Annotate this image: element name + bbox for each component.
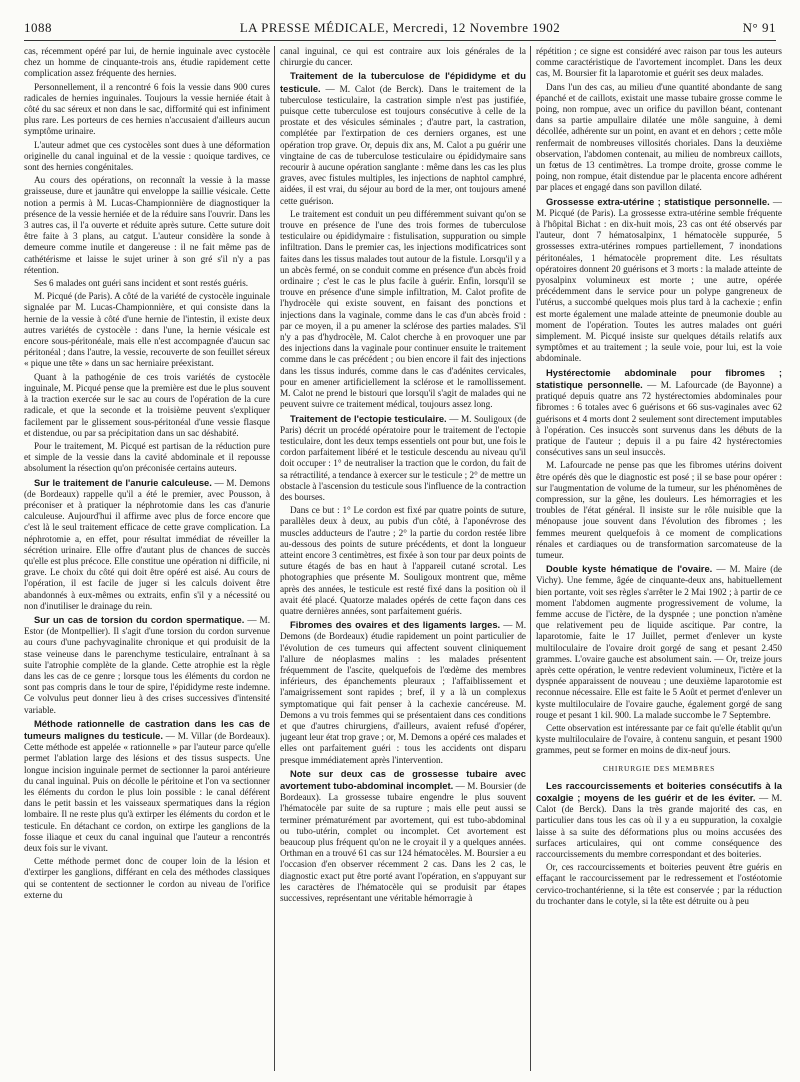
paragraph-text: — M. Demons (de Bordeaux) étudie rapidement un point particulier de l'évolution de ces tumeurs qui affectent souvent cliniquement l'allure de néoplasmes malins : les malades présentent fréquemment de l'ascite, quelquefois de l'œdème des membres inférieurs, des épanchements pleuraux ; l'affaiblissement et l'amaigrissement sont rapides ; bref, il y a là un complexus symptomatique qui fait penser à la cachexie cancéreuse. M. Demons a vu trois femmes qui se présentaient dans ces conditions et que d'autres chirurgiens, d'ailleurs, avaient refusé d'opérer, jugeant leur état trop grave ; or, M. Demons a opéré ces malades et elles ont parfaitement guéri : tous les accidents ont disparu presque immédiatement après l'intervention. bbox=[280, 620, 526, 765]
paragraph-text: M. Lafourcade ne pense pas que les fibromes utérins doivent être opérés dès que le diagnostic est posé ; il se base pour opérer : sur l'augmentation de volume de la tumeur, sur les phénomènes de compression, sur la gêne, les douleurs. Les hémorragies et les troubles de l'état général. Il insiste sur le rôle nuisible que la ménopause joue souvent dans l'évolution des fibromes ; les femmes meurent quelquefois à ce moment de complications rénales et cardiaques ou de transformation sarcomateuse de la tumeur. bbox=[536, 460, 782, 560]
body-paragraph bbox=[24, 278, 270, 289]
paragraph-text: Or, ces raccourcissements et boiteries peuvent être guéris en effaçant le raccourcissement par le redressement et l'ostéotomie cervico-trochantérienne, si la tête est conservée ; par la réduction du trochanter dans le cotyle, si la tête est détruite ou à peu bbox=[536, 862, 782, 906]
paragraph-text: Cette méthode permet donc de couper loin de la lésion et d'extirper les ganglions, différant en cela des méthodes classiques qui se contentent de sectionner le cordon au niveau de l'orifice externe du bbox=[24, 856, 270, 900]
paragraph-text: — M. Estor (de Montpellier). Il s'agit d'une torsion du cordon survenue au cours d'une pachyvaginalite chronique et qui produisit de la stase veineuse dans le parenchyme testiculaire, entraînant à sa suite l'atrophie complète de la glande. Cette atrophie est la règle dans les cas de ce genre ; lorsque tous les éléments du cordon ne sont pas compris dans le tour de spire, l'épididyme reste indemne. Ce volvulus peut donner lieu à des crises successives d'intensité variable. bbox=[24, 614, 270, 715]
article-paragraph bbox=[280, 619, 526, 766]
paragraph-text: Cette observation est intéressante par ce fait qu'elle établit qu'un kyste multiloculaire de l'ovaire, à contenu sanguin, et pesant 1900 grammes, peut se former en moins de dix-neuf jours. bbox=[536, 722, 782, 756]
paragraph-text: canal inguinal, ce qui est contraire aux lois générales de la chirurgie du cancer. bbox=[280, 46, 526, 68]
column-2 bbox=[280, 46, 526, 1071]
paragraph-text: Dans ce but : 1° Le cordon est fixé par quatre points de suture, parallèles deux à deux, au pubis d'un côté, à l'aponévrose des muscles adducteurs de l'autre ; 2° la partie du cordon restée libre au-dessous des points de suture précédents, et dont la longueur atteint encore 3 centimètres, est fixée à son tour par deux points de suture étagés de bas en haut à l'appareil cutané scrotal. Les photographies que présente M. Souligoux montrent que, même après des années, le testicule est resté fixé dans la position où il avait été placé. Quatorze malades opérés de cette façon dans ces quatre dernières années, sont parfaitement guéris. bbox=[280, 505, 526, 616]
journal-title: LA PRESSE MÉDICALE, Mercredi, 12 Novembre 1902 bbox=[239, 20, 561, 35]
body-paragraph bbox=[24, 291, 270, 369]
article-paragraph bbox=[24, 718, 270, 854]
section-heading: CHIRURGIE DES MEMBRES bbox=[602, 763, 716, 773]
column-divider bbox=[530, 46, 531, 1071]
column-1 bbox=[24, 46, 270, 1071]
column-divider bbox=[274, 46, 275, 1071]
body-paragraph bbox=[536, 460, 782, 561]
paragraph-text: — M. Demons (de Bordeaux) rappelle qu'il a été le premier, avec Pousson, à préconiser et à pratiquer la néphrotomie dans les cas d'anurie calculeuse. Aujourd'hui il affirme avec plus de force encore que c'est là le seul traitement efficace de cette grave complication. La néphrotomie a, en effet, pour résultat immédiat de réveiller la sécrétion urinaire. Elle offre d'autant plus de chances de succès qu'elle est plus précoce. Elle constitue une opération ni difficile, ni grave. Le choix du côté qui doit être opéré est aisé. Au cours de l'opération, il est facile de juger si les calculs doivent être abandonnés à eux-mêmes ou extraits, enfin s'il y a nécessité ou non d'inutiliser le drainage du rein. bbox=[24, 477, 270, 611]
article-paragraph bbox=[536, 563, 782, 721]
body-paragraph bbox=[280, 46, 526, 68]
article-paragraph bbox=[280, 413, 526, 504]
header-rule bbox=[24, 40, 776, 41]
article-paragraph bbox=[536, 367, 782, 459]
paragraph-text: — M. Calot (de Berck). Dans le traitement de la tuberculose testiculaire, la castration simple n'est pas justifiée, puisque cette tuberculose est toujours consécutive à celle de la prostate et des vésicules séminales ; d'autre part, la castration, complétée par l'extirpation de ces derniers organes, est une opération trop grave. Or, depuis dix ans, M. Calot a pu guérir une vingtaine de cas de tuberculose testiculaire ou épididymaire sans recourir à aucune opération sanglante : même dans les cas les plus graves, avec fistules multiples, les injections de naphtol camphré, aidées, il est vrai, du séjour au bord de la mer, ont toujours amené cette guérison. bbox=[280, 83, 526, 206]
body-paragraph bbox=[24, 372, 270, 439]
article-heading: Double kyste hématique de l'ovaire. bbox=[546, 563, 713, 575]
article-heading: Note sur deux cas de grossesse tubaire avec avortement tubo-abdominal incomplet. bbox=[280, 767, 526, 791]
body-paragraph bbox=[536, 723, 782, 757]
article-heading: Traitement de l'ectopie testiculaire. bbox=[290, 412, 447, 424]
article-heading: Grossesse extra-utérine ; statistique personnelle. bbox=[546, 195, 770, 207]
body-paragraph bbox=[24, 175, 270, 276]
body-paragraph bbox=[24, 856, 270, 901]
page-header bbox=[24, 20, 776, 38]
article-paragraph bbox=[280, 768, 526, 904]
body-paragraph bbox=[536, 862, 782, 907]
article-paragraph bbox=[536, 780, 782, 860]
paragraph-text: — M. Maire (de Vichy). Une femme, âgée de cinquante-deux ans, habituellement bien portante, voit ses règles s'arrêter le 2 Mai 1902 ; à partir de ce moment l'abdomen augmente progressivement de volume, la femme accuse de l'ictère, de la dyspnée ; une ponction n'amène que relativement peu de liquide ascitique. Par contre, la laparotomie, faite le 17 Juillet, permet d'enlever un kyste multiloculaire de l'ovaire droit gorgé de sang et pesant 2.450 grammes. L'ovaire gauche est absolument sain. — Or, treize jours après cette opération, le ventre redevient volumineux, l'ictère et la dyspnée apparaissent de nouveau ; une deuxième laparotomie est reconnue nécessaire. Elle est faite le 5 Août et permet d'enlever un kyste multiloculaire de l'ovaire gauche, également gorgé de sang rouge et pesant 1 kil. 900. La malade succombe le 7 Septembre. bbox=[536, 564, 782, 720]
paragraph-text: Pour le traitement, M. Picqué est partisan de la réduction pure et simple de la vessie dans la cavité abdominale et il repousse absolument la résection qu'on préconisée certains auteurs. bbox=[24, 440, 270, 474]
issue-number: N° 91 bbox=[742, 20, 776, 35]
article-heading: Méthode rationnelle de castration dans les cas de tumeurs malignes du testicule. bbox=[24, 717, 270, 741]
page-number: 1088 bbox=[24, 20, 52, 35]
body-paragraph bbox=[24, 46, 270, 80]
paragraph-text: répétition ; ce signe est considéré avec raison par tous les auteurs comme caractéristique de l'avortement incomplet. Dans les deux cas, M. Boursier fit la laparotomie et guérit ses deux malades. bbox=[536, 46, 782, 79]
article-heading: Les raccourcissements et boiteries consécutifs à la coxalgie ; moyens de les guérir et de les éviter. bbox=[536, 779, 782, 803]
body-paragraph bbox=[24, 82, 270, 138]
paragraph-text: — M. Villar (de Bordeaux). Cette méthode est appelée « rationnelle » par l'auteur parce qu'elle permet l'ablation large des lésions et des tissus suspects. Une longue incision inguinale permet de sectionner la paroi antérieure du canal inguinal. Puis on décolle le péritoine et l'on va sectionner les éléments du cordon le plus loin possible : le canal déférent dans le petit bassin et les vaisseaux spermatiques dans la région lombaire. Il ne reste plus qu'à extirper les éléments du cordon et le testicule. En détachant ce cordon, on extirpe les ganglions de la fosse iliaque et ceux du canal inguinal que l'auteur a rencontrés deux fois sur le vivant. bbox=[24, 730, 270, 854]
paragraph-text: M. Picqué (de Paris). A côté de la variété de cystocèle inguinale signalée par M. Lucas-Championnière, et qui consiste dans la hernie de la vessie à côté d'une hernie de l'intestin, il existe deux autres variétés de cystocèle : dans l'une, la hernie vésicale est encore sous-péritonéale, mais elle n'est accompagnée d'aucun sac péritonéal ; dans l'autre, la vessie, recouverte de son feuillet séreux « pique une tête » dans un sac herniaire préexistant. bbox=[24, 291, 270, 369]
paragraph-text: — M. Boursier (de Bordeaux). La grossesse tubaire engendre le plus souvent l'hématocèle par suite de sa rupture ; mais elle peut aussi se terminer prématurément par avortement, qui est tubo-abdominal ou tubo-utérin, complet ou incomplet. Cet avortement est beaucoup plus fréquent qu'on ne le croyait il y a quelques années. Orthman en a trouvé 61 cas sur 124 hématocèles. M. Boursier a eu l'occasion d'en observer récemment 2 cas. Dans les 2 cas, le diagnostic exact put être porté avant l'opération, en s'appuyant sur les caractères de l'hématocèle qui se produisit par étapes successives, représentant une véritable hémorragie à bbox=[280, 781, 526, 904]
article-heading: Sur le traitement de l'anurie calculeuse. bbox=[34, 476, 212, 488]
body-paragraph bbox=[280, 209, 526, 411]
article-paragraph bbox=[280, 70, 526, 206]
article-paragraph bbox=[536, 196, 782, 365]
body-paragraph bbox=[536, 46, 782, 80]
article-heading: Sur un cas de torsion du cordon spermatique. bbox=[34, 613, 245, 625]
body-paragraph bbox=[280, 505, 526, 617]
paragraph-text: — M. Calot (de Berck). Dans la très grande majorité des cas, en particulier dans tous les cas où il y a eu suppuration, la coxalgie laisse à sa suite des déformations plus ou moins accusées des surfaces articulaires, qui ont comme conséquence des raccourcissements du membre correspondant et des boiteries. bbox=[536, 793, 782, 860]
body-paragraph bbox=[24, 140, 270, 174]
body-paragraph bbox=[536, 82, 782, 194]
paragraph-text: Au cours des opérations, on reconnaît la vessie à la masse graisseuse, dure et jaunâtre qui enveloppe la saillie vésicale. Cette notion a permis à M. Lucas-Championnière de diagnostiquer la présence de la vessie herniée et de la réduire sans l'ouvrir. Dans les 3 autres cas, il l'a ouverte et réduite après suture. Cette suture doit être faite à 3 plans, au catgut. L'auteur considère la sonde à demeure comme inutile et dangereuse : il ne fait même pas de cathétérisme et laisse le sujet uriner à son gré s'il n'y a pas rétention. bbox=[24, 175, 270, 275]
paragraph-text: — M. Lafourcade (de Bayonne) a pratiqué depuis quatre ans 72 hystérectomies abdominales pour fibromes : 6 totales avec 6 guérisons et 66 sus-vaginales avec 62 guérisons et 4 morts dont 2 seulement sont directement imputables à l'opération. Ces insuccès sont survenus dans les débuts de la pratique de l'auteur ; depuis il a pu faire 42 hystérectomies consécutives sans un seul insuccès. bbox=[536, 379, 782, 458]
article-heading: Traitement de la tuberculose de l'épididyme et du testicule. bbox=[280, 70, 526, 94]
paragraph-text: Personnellement, il a rencontré 6 fois la vessie dans 900 cures radicales de hernies inguinales. Toujours la vessie herniée était à côté du sac séreux et non dans le sac, difformité qui est infiniment plus rare. Les porteurs de ces hernies n'accusaient d'ailleurs aucun symptôme urinaire. bbox=[24, 81, 270, 137]
article-paragraph bbox=[24, 614, 270, 716]
paragraph-text: Dans l'un des cas, au milieu d'une quantité abondante de sang épanché et de caillots, existait une masse tubaire grosse comme le poing, non rompue, avec un orifice du pavillon béant, contenant dans sa partie ampullaire dilatée une môle sanguine, à demi décollée, adhérente sur un point, en avant et en dehors ; cette môle renfermait de nombreuses villosités choriales. Dans la deuxième observation, l'abdomen contenait, au milieu de nombreux caillots, un fœtus de 13 centimètres. La trompe droite, grosse comme le poing, non rompue, était distendue par le placenta encore adhérent par places et engagé dans son pavillon dilaté. bbox=[536, 81, 782, 193]
paragraph-text: Le traitement est conduit un peu différemment suivant qu'on se trouve en présence de l'une des trois formes de tuberculose testiculaire ou épididymaire : fistulisation, suppuration ou simple infiltration. Dans le premier cas, les injections modificatrices sont faites dans les tissus malades tout autour de la fistule. Lorsqu'il y a un abcès fermé, on se conduit comme en présence d'un abcès froid ordinaire ; c'est le cas le plus facile à guérir. Enfin, lorsqu'il se trouve en présence d'une simple infiltration, M. Calot profite de l'hydrocèle qui existe souvent, en faisant des ponctions et injections dans la vaginale, comme dans le cas d'un abcès froid : par ce moyen, il a pu amener la sclérose des parties malades. S'il n'y a pas d'hydrocèle, M. Calot cherche à en provoquer une par des injections dans la vaginale pour continuer ensuite le traitement comme dans le cas précédent ; ou bien encore il fait des injections dans les tissus indurés, comme dans le cas d'adénites cervicales, pour en amener artificiellement la sclérose et le ramollissement. M. Calot ne prend le bistouri que lorsqu'il s'agit de malades qui ne peuvent suivre ce traitement médical, toujours assez long. bbox=[280, 208, 526, 410]
article-heading: Hystérectomie abdominale pour fibromes ; statistique personnelle. bbox=[536, 366, 782, 390]
article-heading: Fibromes des ovaires et des ligaments larges. bbox=[290, 619, 501, 631]
paragraph-text: — M. Picqué (de Paris). La grossesse extra-utérine semble fréquente à l'hôpital Bichat : en dix-huit mois, 23 cas ont été observés par l'auteur, dont 7 hématosalpinx, 1 hématocèle suppurée, 5 grossesses extra-utérines rompues partiellement, 7 inondations péritonéales, 1 hématocèle proprement dite. Les résultats opératoires donnent 20 guérisons et 3 morts : la malade atteinte de pyosalpinx volumineux est morte ; une autre, opérée précédemment dans le service pour un polype gangreneux de l'utérus, a succombé quelques mois plus tard à la cachexie ; enfin est morte également une malade atteinte de pneumonie double au moment de l'opération. Toutes les autres malades ont guéri simplement. M. Picqué insiste sur quelques détails relatifs aux symptômes et au traitement ; la seule voie, pour lui, est la voie abdominale. bbox=[536, 196, 782, 364]
paragraph-text: cas, récemment opéré par lui, de hernie inguinale avec cystocèle chez un homme de cinquante-trois ans, étudie rapidement cette complication assez fréquente des hernies. bbox=[24, 46, 270, 79]
paragraph-text: Ses 6 malades ont guéri sans incident et sont restés guéris. bbox=[34, 278, 249, 289]
paragraph-text: — M. Souligoux (de Paris) décrit un procédé opératoire pour le traitement de l'ectopie testiculaire, dont les deux temps essentiels ont pour but, une fois le cordon parfaitement libéré et le testicule descendu au niveau qu'il doit occuper : 1° de neutraliser la traction que le cordon, du fait de sa rétractilité, a tendance à exercer sur le testicule ; 2° de mettre un obstacle à l'ascension du testicule sous l'influence de la contraction des bourses. bbox=[280, 413, 526, 502]
paragraph-text: L'auteur admet que ces cystocèles sont dues à une déformation originelle du canal inguinal et de la vessie : quoique tardives, ce sont des hernies congénitales. bbox=[24, 139, 270, 173]
column-3 bbox=[536, 46, 782, 1071]
paragraph-text: Quant à la pathogénie de ces trois variétés de cystocèle inguinale, M. Picqué pense que la première est due le plus souvent à la traction exercée sur le sac au cours de l'opération de la cure radicale, et que la seconde et la troisième peuvent s'expliquer facilement par le glissement sous-péritonéal d'une vessie flasque et distendue, ou par sa précipitation dans un sac déshabité. bbox=[24, 371, 270, 438]
article-paragraph bbox=[24, 477, 270, 612]
body-paragraph bbox=[24, 441, 270, 475]
